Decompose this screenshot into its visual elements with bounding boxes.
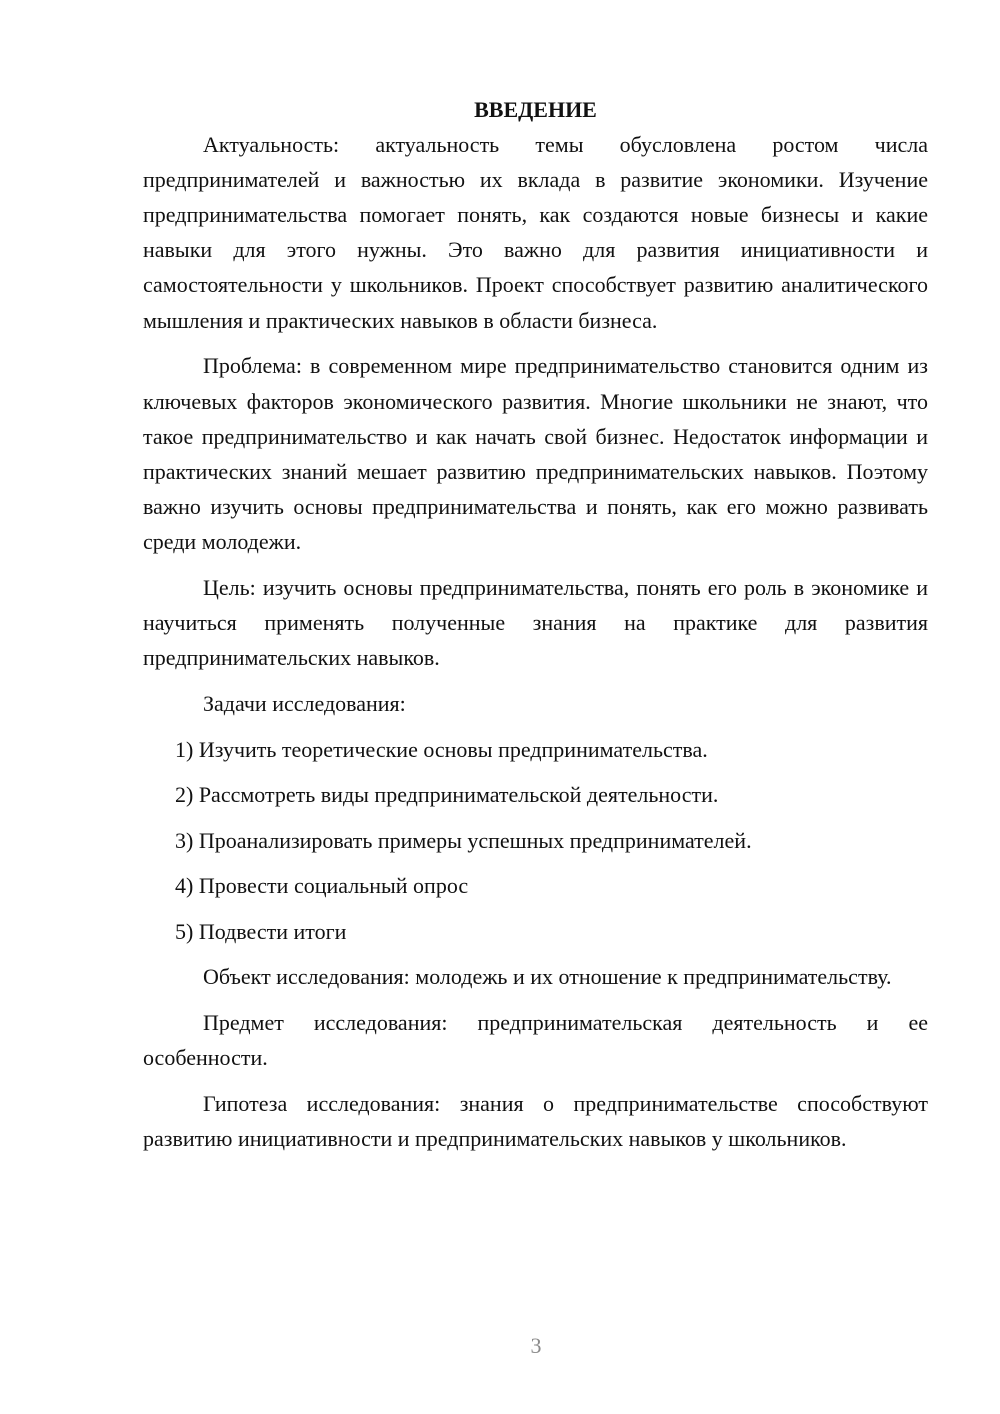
paragraph-problem: Проблема: в современном мире предпринимательство становится одним из ключевых факторов экономического развития. Многие школьники не знают, что такое предпринимательство и как начать свой бизнес. Недостаток информации и практических знаний мешает развитию предпринимательских навыков. Поэтому важно изучить основы предпринимательства и понять, как его можно развивать среди молодежи. — [143, 353, 928, 555]
tasks-heading: Задачи исследования: — [203, 691, 406, 717]
list-item: 1) Изучить теоретические основы предпринимательства. — [175, 736, 708, 762]
document-body — [143, 92, 928, 1156]
page-number: 3 — [530, 1333, 542, 1358]
section-title: ВВЕДЕНИЕ — [474, 97, 597, 122]
paragraph-goal: Цель: изучить основы предпринимательства, понять его роль в экономике и научиться применять полученные знания на практике для развития предпринимательских навыков. — [143, 575, 928, 671]
list-item: 4) Провести социальный опрос — [175, 873, 469, 899]
list-item: 3) Проанализировать примеры успешных предпринимателей. — [175, 827, 752, 853]
list-item: 2) Рассмотреть виды предпринимательской деятельности. — [175, 782, 719, 808]
paragraph-hypothesis: Гипотеза исследования: знания о предпринимательстве способствуют развитию инициативности и предпринимательских навыков у школьников. — [143, 1090, 928, 1152]
list-item: 5) Подвести итоги — [175, 918, 347, 944]
paragraph-subject: Предмет исследования: предпринимательская деятельность и ее особенности. — [143, 1010, 928, 1071]
paragraph-object: Объект исследования: молодежь и их отношение к предпринимательству. — [203, 964, 892, 990]
paragraph-relevance: Актуальность: актуальность темы обусловлена ростом числа предпринимателей и важностью их вклада в развитие экономики. Изучение предпринимательства помогает понять, как создаются новые бизнесы и какие навыки для этого нужны. Это важно для развития инициативности и самостоятельности у школьников. Проект способствует развитию аналитического мышления и практических навыков в области бизнеса. — [143, 131, 928, 333]
task-list — [143, 732, 928, 949]
